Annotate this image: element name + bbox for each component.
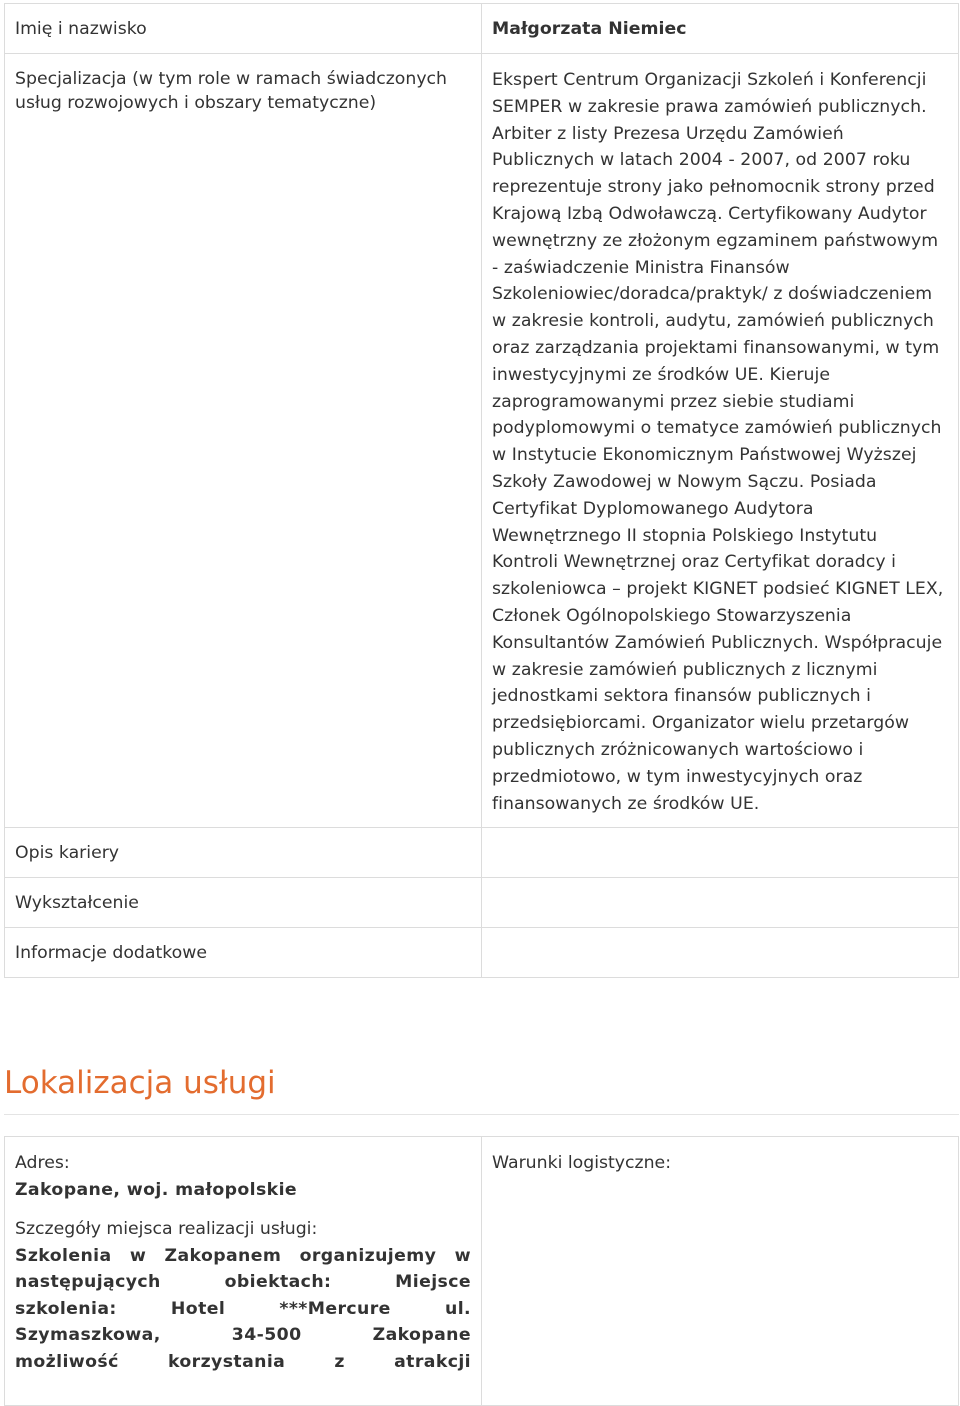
trainer-name: Małgorzata Niemiec [482,4,959,54]
label-career: Opis kariery [5,828,482,878]
logistics-cell [482,1137,959,1406]
label-specialization: Specjalizacja (w tym role w ramach świadczonych usług rozwojowych i obszary tematyczne) [5,54,482,828]
specialization-text: Ekspert Centrum Organizacji Szkoleń i Konferencji SEMPER w zakresie prawa zamówień publicznych. Arbiter z listy Prezesa Urzędu Zamówień Publicznych w latach 2004 - 2007, od 2007 roku reprezentuje strony jako pełnomocnik strony przed Krajową Izbą Odwoławczą. Certyfikowany Audytor wewnętrzny ze złożonym egzaminem państwowym - zaświadczenie Ministra Finansów Szkoleniowiec/doradca/praktyk/ z doświadczeniem w zakresie kontroli, audytu, zamówień publicznych oraz zarządzania projektami finansowanymi, w tym inwestycyjnymi ze środków UE. Kieruje zaprogramowanymi przez siebie studiami podyplomowymi o tematyce zamówień publicznych w Instytucie Ekonomicznym Państwowej Wyższej Szkoły Zawodowej w Nowym Sączu. Posiada Certyfikat Dyplomowanego Audytora Wewnętrznego II stopnia Polskiego Instytutu Kontroli Wewnętrznej oraz Certyfikat doradcy i szkoleniowca – projekt KIGNET podsieć KIGNET LEX, Członek Ogólnopolskiego Stowarzyszenia Konsultantów Zamówień Publicznych. Współpracuje w zakresie zamówień publicznych z licznymi jednostkami sektora finansów publicznych i przedsiębiorcami. Organizator wielu przetargów publicznych zróżnicowanych wartościowo i przedmiotowo, w tym inwestycyjnych oraz finansowanych ze środków UE. [482,54,959,828]
details-line: Szymaszkowa, 34-500 Zakopane [15,1325,471,1345]
additional-info-value [482,928,959,978]
row-additional-info [5,928,959,978]
details-line: możliwość korzystania z atrakcji [15,1351,471,1372]
details-line: szkolenia: Hotel ***Mercure ul. [15,1298,471,1319]
row-career [5,828,959,878]
location-table [4,1136,959,1406]
section-divider [4,1114,959,1115]
label-name: Imię i nazwisko [5,4,482,54]
trainer-info-table [4,3,959,978]
education-value [482,878,959,928]
address-value: Zakopane, woj. małopolskie [15,1179,298,1200]
details-line: Szkolenia w Zakopanem organizujemy w [15,1245,471,1266]
label-education: Wykształcenie [5,878,482,928]
career-value [482,828,959,878]
location-address-cell [5,1137,482,1406]
row-education [5,878,959,928]
logistics-label: Warunki logistyczne: [492,1153,672,1173]
location-row [5,1137,959,1406]
row-name [5,4,959,54]
address-label: Adres: [15,1153,70,1173]
details-label: Szczegóły miejsca realizacji usługi: [15,1219,318,1239]
row-specialization [5,54,959,828]
section-title-location: Lokalizacja usługi [4,1065,276,1101]
label-additional-info: Informacje dodatkowe [5,928,482,978]
details-line: następujących obiektach: Miejsce [15,1272,471,1292]
